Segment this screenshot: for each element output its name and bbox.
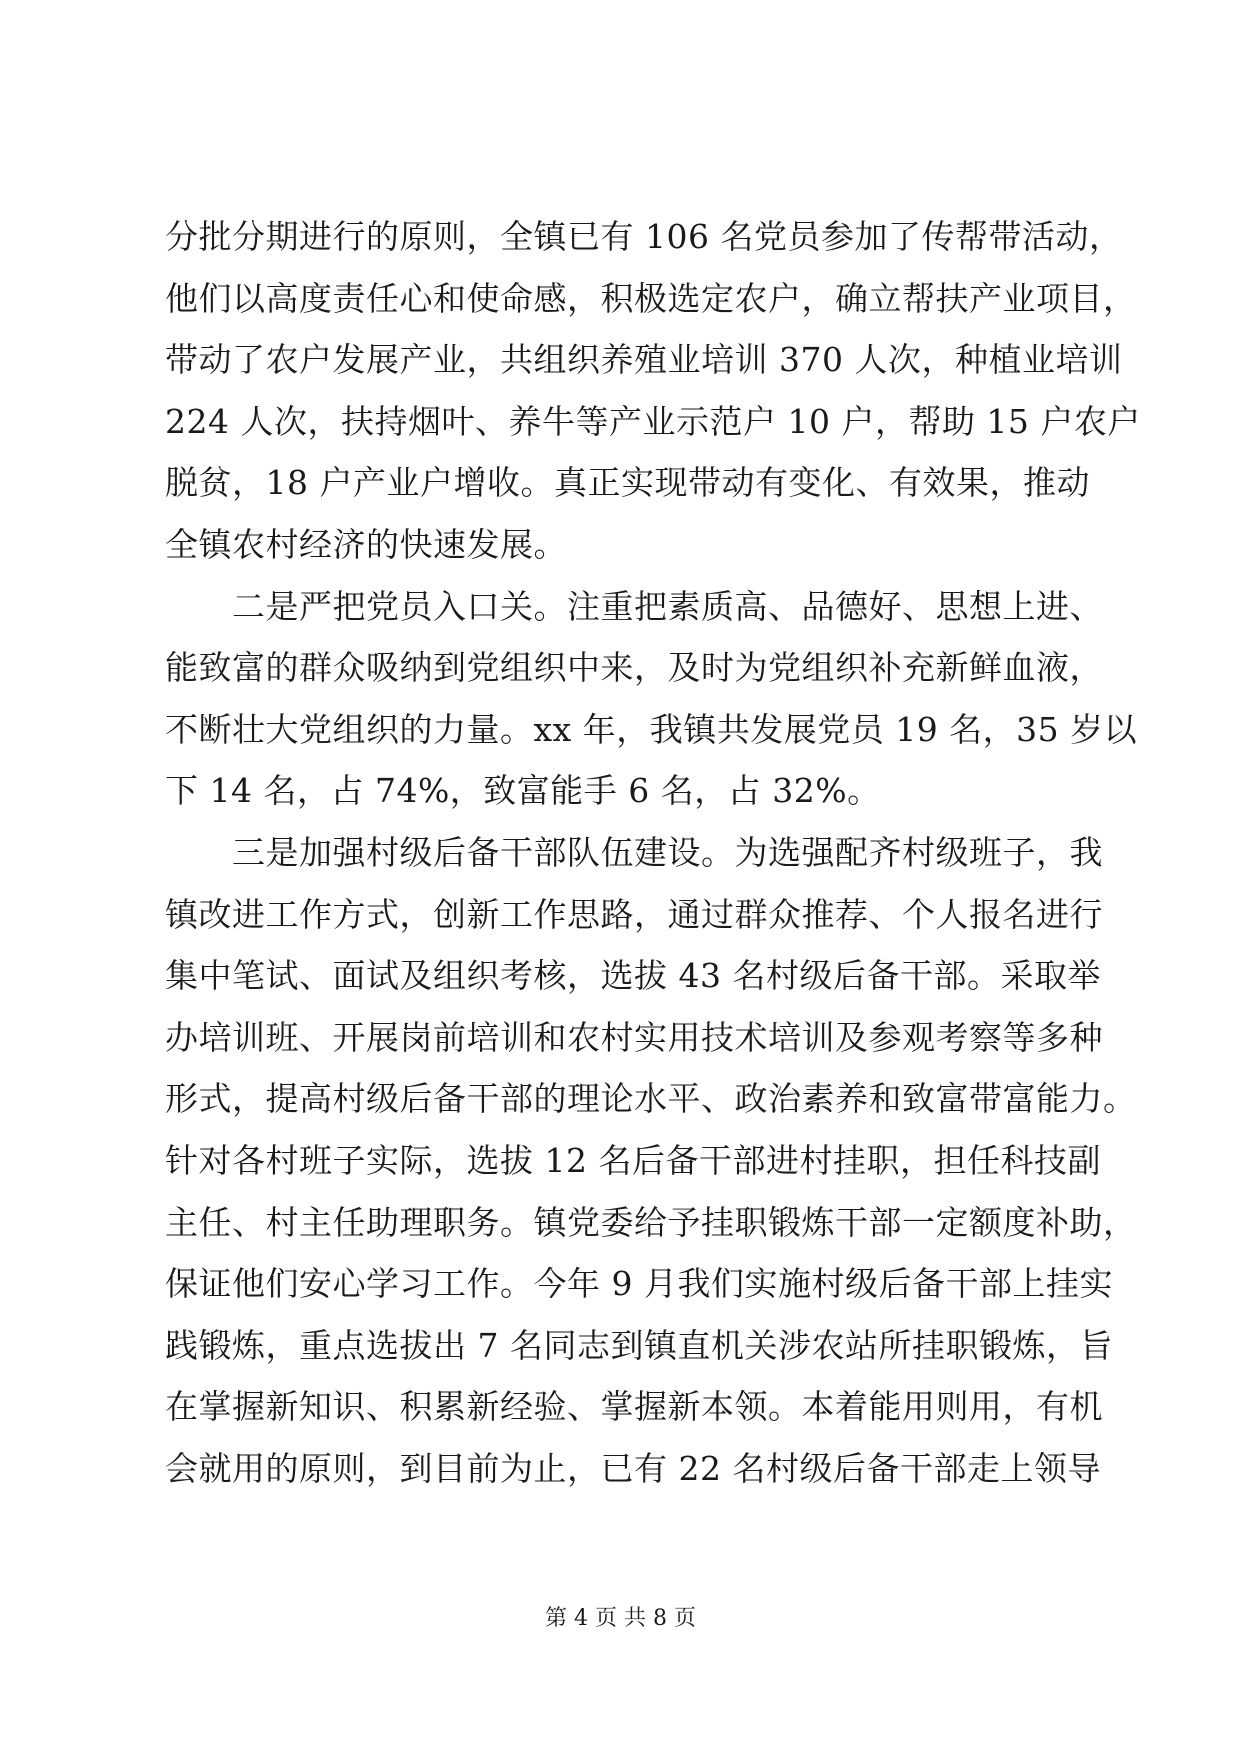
- text-line: 下 14 名，占 74%，致富能手 6 名，占 32%。: [165, 771, 881, 811]
- text-line: 形式，提高村级后备干部的理论水平、政治素养和致富带富能力。: [165, 1079, 1137, 1119]
- text-line: 在掌握新知识、积累新经验、掌握新本领。本着能用则用，有机: [165, 1387, 1103, 1427]
- text-line: 脱贫，18 户产业户增收。真正实现带动有变化、有效果，推动: [165, 463, 1090, 503]
- text-line: 分批分期进行的原则，全镇已有 106 名党员参加了传帮带活动，: [165, 217, 1123, 256]
- text-line: 办培训班、开展岗前培训和农村实用技术培训及参观考察等多种: [165, 1017, 1103, 1057]
- text-line: 带动了农户发展产业，共组织养殖业培训 370 人次，种植业培训: [165, 340, 1123, 380]
- text-line: 集中笔试、面试及组织考核，选拔 43 名村级后备干部。采取举: [165, 956, 1101, 996]
- text-line: 不断壮大党组织的力量。xx 年，我镇共发展党员 19 名，35 岁以: [165, 709, 1138, 749]
- text-line: 会就用的原则，到目前为止，已有 22 名村级后备干部走上领导: [165, 1448, 1101, 1488]
- text-line: 二是严把党员入口关。注重把素质高、品德好、思想上进、: [165, 586, 1103, 626]
- text-line: 镇改进工作方式，创新工作思路，通过群众推荐、个人报名进行: [165, 894, 1103, 934]
- text-line: 主任、村主任助理职务。镇党委给予挂职锻炼干部一定额度补助，: [165, 1202, 1137, 1242]
- text-line: 三是加强村级后备干部队伍建设。为选强配齐村级班子，我: [165, 832, 1103, 872]
- text-line: 224 人次，扶持烟叶、养牛等产业示范户 10 户，帮助 15 户农户: [165, 401, 1141, 441]
- body-text: [165, 206, 1141, 1499]
- text-line: 能致富的群众吸纳到党组织中来，及时为党组织补充新鲜血液，: [165, 648, 1103, 688]
- page-number-footer: 第 4 页 共 8 页: [545, 1606, 696, 1631]
- text-line: 全镇农村经济的快速发展。: [165, 524, 567, 564]
- text-line: 他们以高度责任心和使命感，积极选定农户，确立帮扶产业项目，: [165, 278, 1137, 318]
- text-line: 针对各村班子实际，选拔 12 名后备干部进村挂职，担任科技副: [165, 1140, 1101, 1180]
- text-line: 保证他们安心学习工作。今年 9 月我们实施村级后备干部上挂实: [165, 1264, 1113, 1304]
- text-line: 践锻炼，重点选拔出 7 名同志到镇直机关涉农站所挂职锻炼，旨: [165, 1325, 1113, 1365]
